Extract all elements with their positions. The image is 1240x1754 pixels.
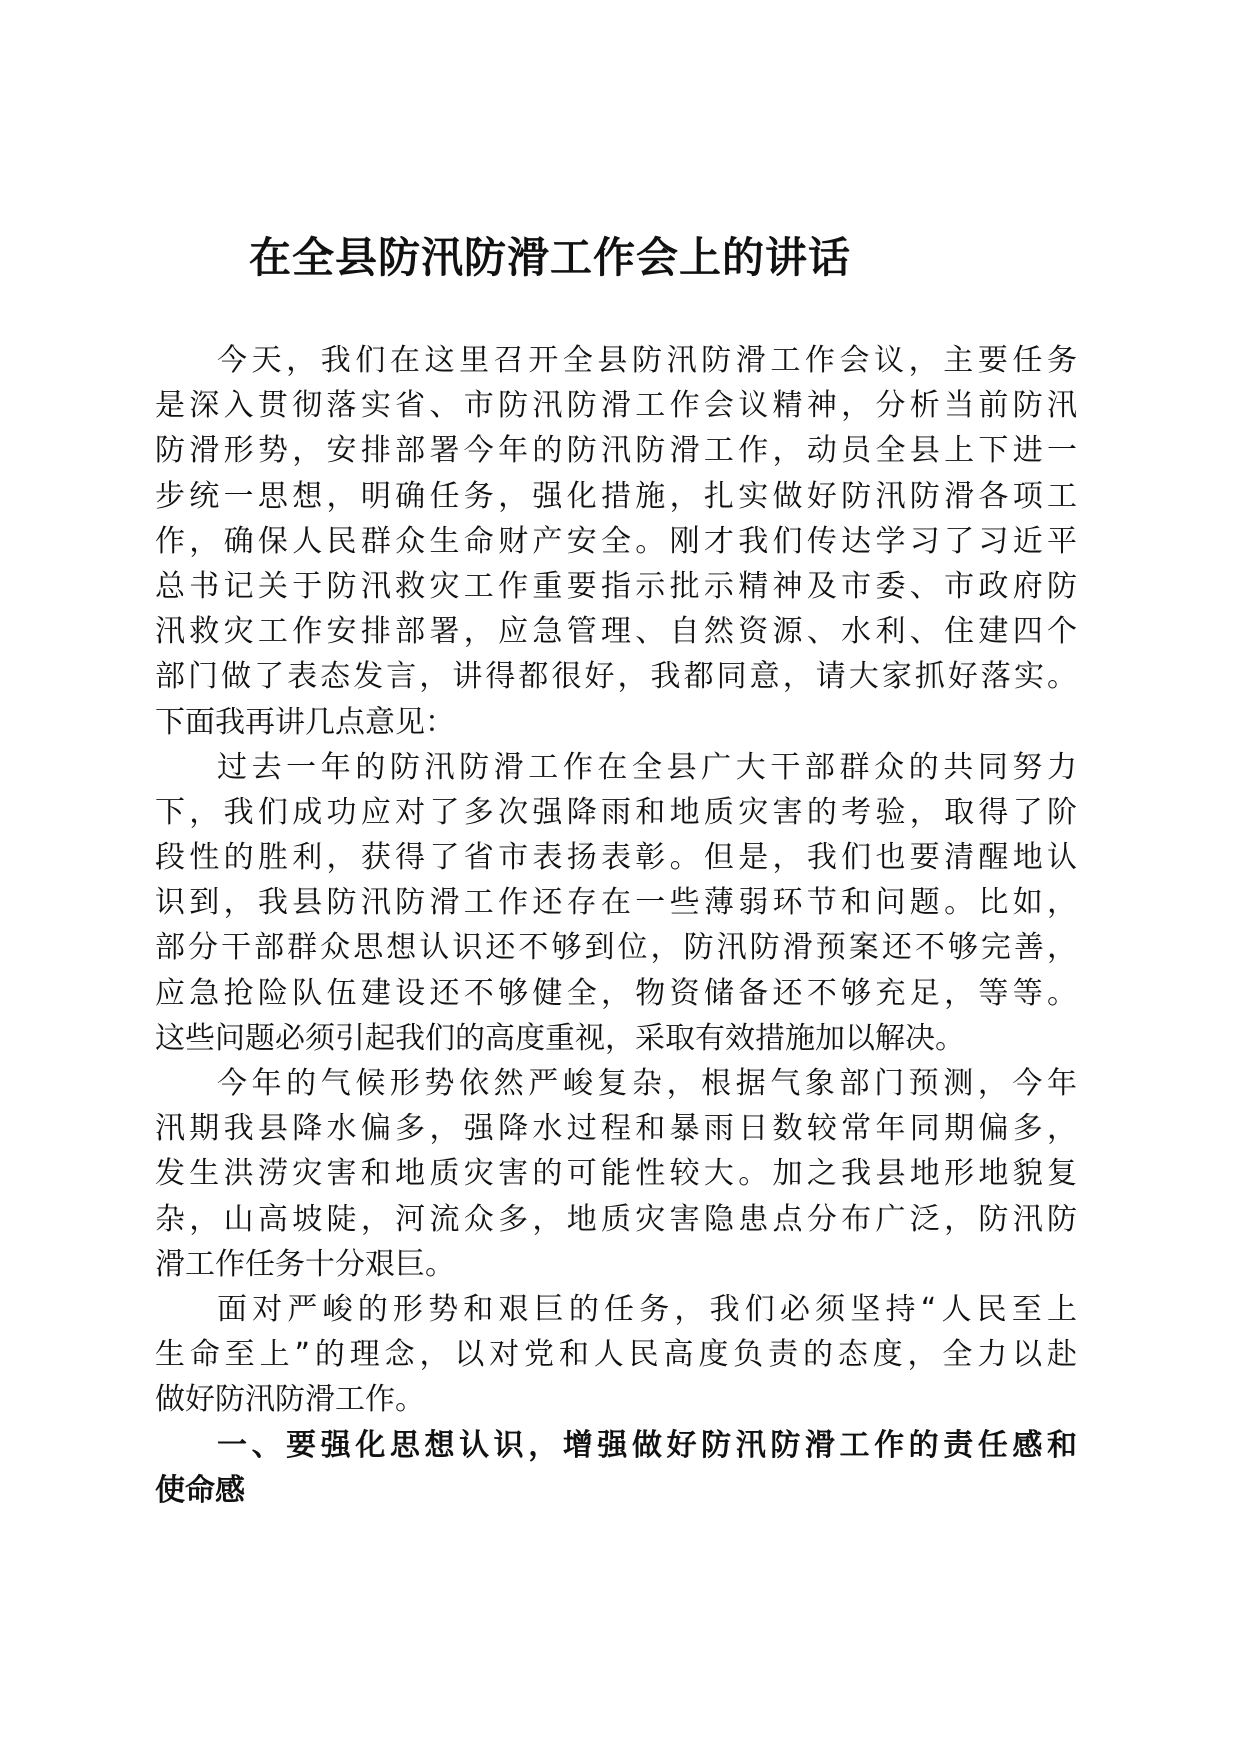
- text-line: 汛期我县降水偏多，强降水过程和暴雨日数较常年同期偏多，: [155, 1111, 1077, 1147]
- text-line: 杂，山高坡陡，河流众多，地质灾害隐患点分布广泛，防汛防: [155, 1201, 1077, 1237]
- document-body: [155, 338, 1077, 1513]
- paragraph: [155, 338, 1077, 745]
- text-line: 今年的气候形势依然严峻复杂，根据气象部门预测，今年: [217, 1066, 1077, 1101]
- text-line: 部分干部群众思想认识还不够到位，防汛防滑预案还不够完善，: [155, 930, 1077, 966]
- section-heading: [155, 1423, 1077, 1513]
- text-line: 过去一年的防汛防滑工作在全县广大干部群众的共同努力: [217, 749, 1077, 785]
- text-line: 使命感: [155, 1472, 245, 1508]
- text-line: 下，我们成功应对了多次强降雨和地质灾害的考验，取得了阶: [155, 794, 1077, 830]
- text-line: 生命至上”的理念，以对党和人民高度负责的态度，全力以赴: [155, 1337, 1077, 1373]
- text-line: 下面我再讲几点意见：: [155, 704, 455, 740]
- text-line: 识到，我县防汛防滑工作还存在一些薄弱环节和问题。比如，: [155, 885, 1077, 921]
- text-line: 一、要强化思想认识，增强做好防汛防滑工作的责任感和: [217, 1427, 1077, 1463]
- paragraph: [155, 1061, 1077, 1287]
- text-line: 防滑形势，安排部署今年的防汛防滑工作，动员全县上下进一: [155, 433, 1077, 469]
- text-line: 面对严峻的形势和艰巨的任务，我们必须坚持“人民至上: [217, 1291, 1077, 1327]
- text-line: 今天，我们在这里召开全县防汛防滑工作会议，主要任务: [217, 343, 1077, 378]
- text-line: 总书记关于防汛救灾工作重要指示批示精神及市委、市政府防: [155, 568, 1077, 604]
- text-line: 段性的胜利，获得了省市表扬表彰。但是，我们也要清醒地认: [155, 840, 1077, 876]
- text-line: 作，确保人民群众生命财产安全。刚才我们传达学习了习近平: [155, 523, 1077, 559]
- document-title: 在全县防汛防滑工作会上的讲话: [248, 233, 851, 282]
- text-line: 应急抢险队伍建设还不够健全，物资储备还不够充足，等等。: [155, 975, 1077, 1011]
- text-line: 是深入贯彻落实省、市防汛防滑工作会议精神，分析当前防汛: [155, 388, 1077, 424]
- text-line: 汛救灾工作安排部署，应急管理、自然资源、水利、住建四个: [155, 614, 1077, 650]
- text-line: 做好防汛防滑工作。: [155, 1382, 425, 1418]
- text-line: 步统一思想，明确任务，强化措施，扎实做好防汛防滑各项工: [155, 478, 1077, 514]
- text-line: 滑工作任务十分艰巨。: [155, 1246, 455, 1282]
- text-line: 部门做了表态发言，讲得都很好，我都同意，请大家抓好落实。: [155, 659, 1077, 695]
- text-line: 这些问题必须引起我们的高度重视，采取有效措施加以解决。: [155, 1020, 965, 1056]
- paragraph: [155, 1287, 1077, 1423]
- text-line: 发生洪涝灾害和地质灾害的可能性较大。加之我县地形地貌复: [155, 1156, 1077, 1192]
- paragraph: [155, 745, 1077, 1061]
